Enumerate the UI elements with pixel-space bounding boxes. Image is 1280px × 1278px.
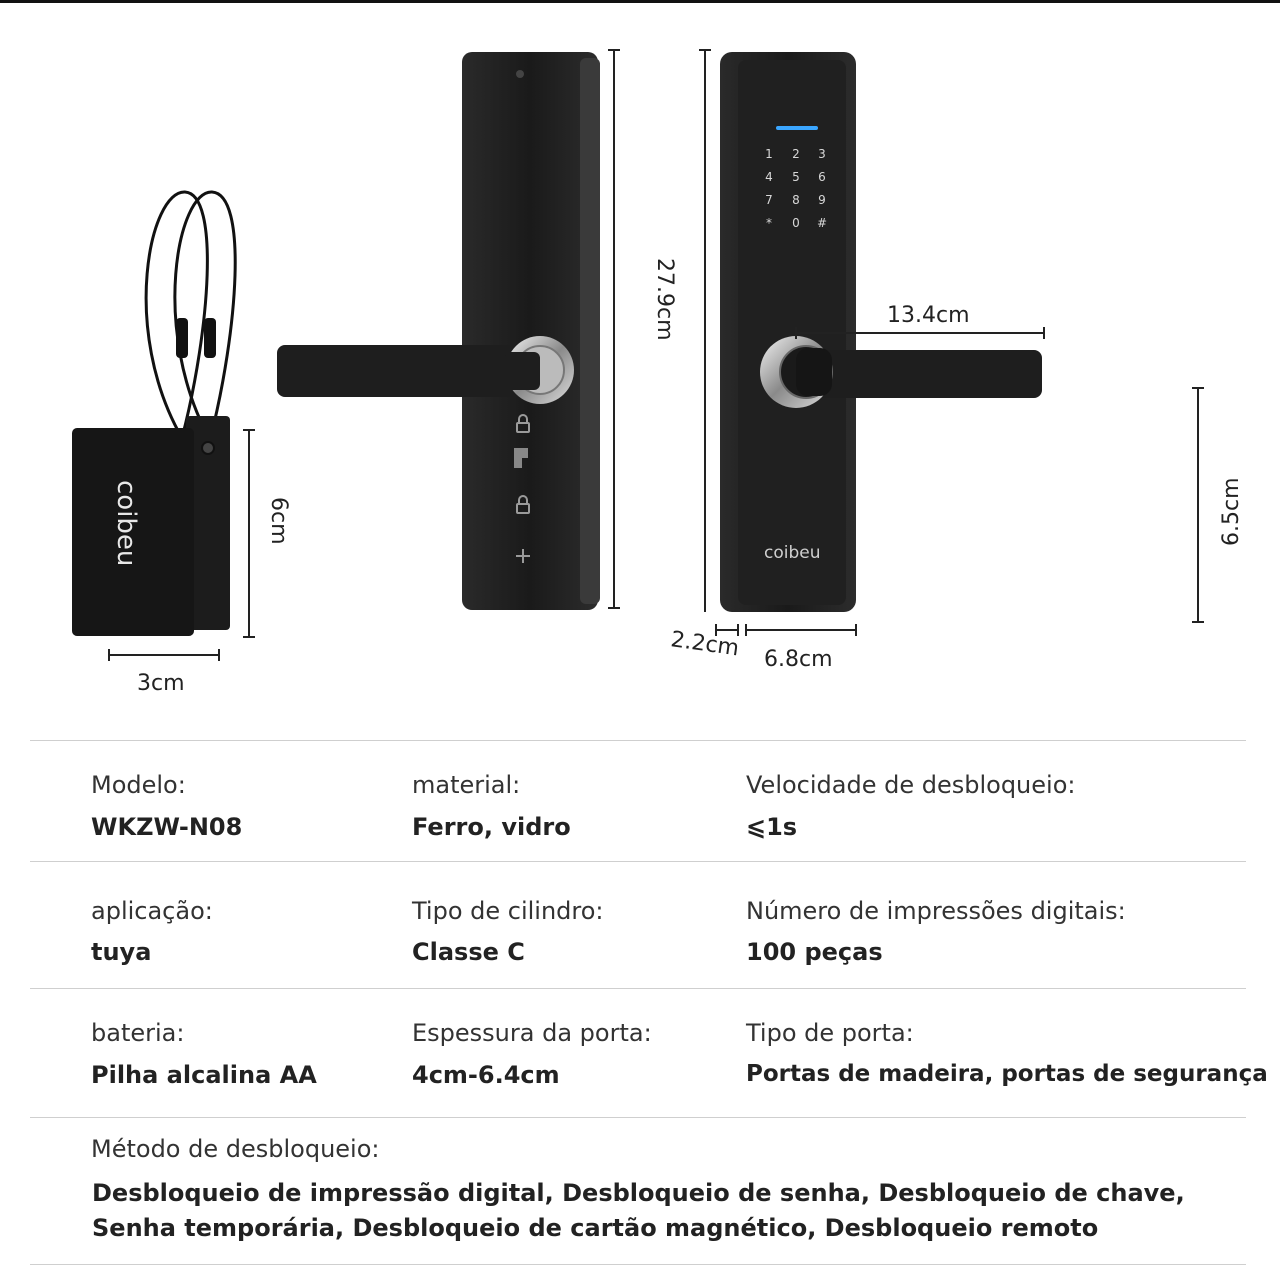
spec-value-fingerprints: 100 peças (746, 938, 883, 966)
divider (30, 740, 1246, 741)
handle-height-dimension (1192, 388, 1244, 622)
keypad-key: 5 (792, 170, 800, 184)
spec-label-application: aplicação: (91, 897, 213, 925)
handle-length-label: 13.4cm (887, 303, 970, 328)
keypad-key: 9 (818, 193, 826, 207)
keypad-key: 0 (792, 216, 800, 230)
lock-logo: coibeu (764, 543, 821, 563)
spec-label-door-thickness: Espessura da porta: (412, 1019, 652, 1047)
keypad-key: 3 (818, 147, 826, 161)
spec-label-material: material: (412, 771, 521, 799)
lock-front-view (699, 50, 1042, 612)
handle-height-label: 6.5cm (1219, 477, 1244, 546)
card-height-label: 6cm (266, 497, 291, 545)
lock-depth-label: 2.2cm (669, 627, 741, 662)
lock-width-label: 6.8cm (764, 647, 833, 672)
spec-value-battery: Pilha alcalina AA (91, 1061, 317, 1089)
spec-value-unlock-method (92, 1176, 1185, 1246)
spec-label-door-type: Tipo de porta: (746, 1019, 914, 1047)
lock-rear-view (277, 52, 600, 610)
lock-height-label: 27.9cm (652, 258, 677, 341)
keypad-key: 4 (765, 170, 773, 184)
spec-value-material: Ferro, vidro (412, 813, 571, 841)
spec-label-fingerprints: Número de impressões digitais: (746, 897, 1126, 925)
divider (30, 988, 1246, 989)
lock-width-dimension (746, 624, 856, 672)
keypad-key: 2 (792, 147, 800, 161)
spec-label-unlock-method: Método de desbloqueio: (91, 1135, 380, 1163)
rfid-cards (72, 192, 235, 636)
rear-handle (277, 345, 527, 397)
spec-value-door-type: Portas de madeira, portas de segurança (746, 1061, 1268, 1087)
card-height-dimension (243, 430, 291, 637)
fingerprint-sensor (796, 348, 832, 396)
keypad-key: 6 (818, 170, 826, 184)
card-logo: coibeu (111, 480, 141, 567)
spec-label-model: Modelo: (91, 771, 186, 799)
keypad-key: # (816, 216, 828, 230)
lock-height-dimension (608, 50, 677, 608)
spec-value-cylinder: Classe C (412, 938, 525, 966)
keypad-key: * (766, 216, 772, 230)
card-width-label: 3cm (137, 671, 185, 696)
spec-label-battery: bateria: (91, 1019, 185, 1047)
status-light (776, 126, 818, 130)
divider (30, 861, 1246, 862)
divider (30, 1264, 1246, 1265)
keypad-key: 1 (765, 147, 773, 161)
keypad-key: 7 (765, 193, 773, 207)
unlock-method-line: Senha temporária, Desbloqueio de cartão magnético, Desbloqueio remoto (92, 1214, 1099, 1242)
unlock-method-line: Desbloqueio de impressão digital, Desbloqueio de senha, Desbloqueio de chave, (92, 1179, 1185, 1207)
spec-label-unlock-speed: Velocidade de desbloqueio: (746, 771, 1076, 799)
keypad-key: 8 (792, 193, 800, 207)
spec-value-model: WKZW-N08 (91, 813, 243, 841)
spec-label-cylinder: Tipo de cilindro: (412, 897, 604, 925)
lock-depth-dimension (669, 624, 740, 661)
divider (30, 1117, 1246, 1118)
spec-value-application: tuya (91, 938, 152, 966)
spec-value-door-thickness: 4cm-6.4cm (412, 1061, 560, 1089)
card-width-dimension (109, 649, 219, 696)
spec-value-unlock-speed: ⩽1s (746, 813, 798, 841)
